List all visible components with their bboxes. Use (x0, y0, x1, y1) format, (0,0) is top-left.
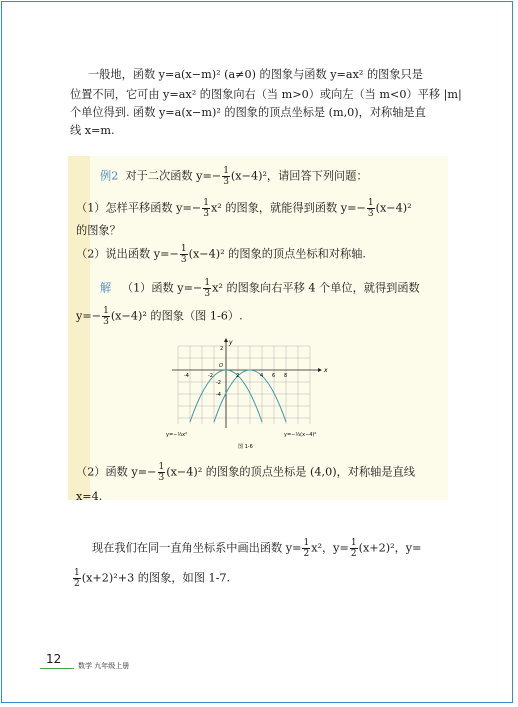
fraction (102, 306, 110, 327)
fraction (202, 198, 210, 219)
frac-num: 1 (350, 538, 357, 548)
figure-1-6 (166, 338, 352, 458)
frac-num: 1 (367, 198, 374, 208)
frac-num: 1 (223, 166, 229, 176)
question-1-end: 的图象？ (76, 224, 121, 237)
intro-line-1: 一般地，函数 y=a(x−m)² (a≠0) 的图象与函数 y=ax² 的图象只是 (88, 68, 423, 81)
x-tick: 4 (260, 373, 264, 379)
fraction (302, 538, 310, 559)
x-tick: 2 (236, 373, 240, 379)
answer-2-end: x=4. (76, 490, 103, 503)
fraction (73, 568, 81, 589)
closing-line-1 (92, 538, 422, 559)
footer-line (40, 668, 74, 669)
x-tick: -4 (184, 373, 189, 379)
right-curve-label: y=−⅓(x−4)² (284, 432, 317, 438)
fraction (367, 198, 375, 219)
left-curve-label: y=−⅓x² (166, 432, 188, 438)
frac-den: 3 (203, 209, 209, 219)
example-prompt-a: 对于二次函数 y=− (125, 169, 222, 183)
frac-den: 3 (103, 317, 109, 327)
closing-b: x²，y= (311, 541, 349, 555)
frac-den: 3 (204, 289, 211, 299)
example-prompt-b: (x−4)²，请回答下列问题： (230, 169, 368, 183)
sol1-a: （1）函数 y=− (121, 281, 203, 295)
frac-den: 2 (350, 549, 357, 559)
frac-den: 3 (158, 473, 165, 483)
frac-den: 2 (303, 549, 310, 559)
sol1-d: (x−4)² 的图象（图 1-6）. (110, 309, 243, 323)
frac-den: 3 (180, 255, 187, 265)
y-axis-label: y (229, 339, 233, 346)
x-tick: 8 (284, 373, 288, 379)
fraction (222, 166, 230, 187)
q1-c: (x−4)² (375, 201, 412, 215)
frac-num: 1 (203, 198, 209, 208)
sol1-c: y=− (76, 309, 102, 323)
y-tick: 2 (220, 346, 224, 352)
frac-num: 1 (204, 278, 211, 288)
fraction (180, 244, 188, 265)
frac-num: 1 (103, 306, 109, 316)
fraction (158, 462, 166, 483)
frac-num: 1 (180, 244, 187, 254)
solution-1 (100, 278, 420, 299)
q1-a: （1）怎样平移函数 y=− (76, 201, 202, 215)
y-tick: -2 (216, 380, 221, 386)
x-axis-label: x (324, 367, 328, 374)
frac-num: 1 (303, 538, 310, 548)
origin-label: O (219, 363, 223, 369)
closing-a: 现在我们在同一直角坐标系中画出函数 y= (92, 541, 302, 555)
frac-den: 3 (223, 177, 229, 187)
y-tick: -4 (216, 392, 221, 398)
q2-a: （2）说出函数 y=− (76, 247, 179, 261)
figure-caption: 图 1-6 (238, 444, 253, 450)
page-number: 12 (46, 652, 62, 666)
answer-2 (76, 462, 415, 483)
x-arrow-icon (318, 368, 322, 372)
ans2-a: （2）函数 y=− (76, 465, 157, 479)
solution-1-cont (76, 306, 243, 327)
solution-label: 解 (100, 281, 112, 295)
example-prompt (100, 166, 368, 187)
intro-line-4: 线 x=m. (70, 124, 115, 137)
q2-b: (x−4)² 的图象的顶点坐标和对称轴. (188, 247, 366, 261)
example-label: 例2 (100, 169, 119, 183)
fraction (203, 278, 211, 299)
frac-den: 2 (74, 579, 80, 589)
closing-d: (x+2)²+3 的图象，如图 1-7. (81, 571, 231, 585)
frac-num: 1 (74, 568, 80, 578)
closing-c: (x+2)²，y= (358, 541, 422, 555)
question-2 (76, 244, 366, 265)
graph-svg (166, 338, 352, 454)
ans2-b: (x−4)² 的图象的顶点坐标是 (4,0)，对称轴是直线 (166, 465, 415, 479)
closing-line-2 (72, 568, 230, 589)
fraction (350, 538, 358, 559)
grid (178, 346, 310, 424)
y-arrow-icon (224, 338, 228, 342)
frac-den: 3 (367, 209, 374, 219)
frac-num: 1 (158, 462, 165, 472)
question-1 (76, 198, 412, 219)
book-title: 数学 九年级上册 (78, 662, 130, 670)
x-tick: -2 (208, 373, 213, 379)
sol1-b: x² 的图象向右平移 4 个单位，就得到函数 (212, 281, 420, 295)
q1-b: x² 的图象，就能得到函数 y=− (210, 201, 366, 215)
intro-line-2: 位置不同，它可由 y=ax² 的图象向右（当 m>0）或向左（当 m<0）平移 |m| (70, 88, 462, 101)
intro-line-3: 个单位得到. 函数 y=a(x−m)² 的图象的顶点坐标是 (m,0)，对称轴是直 (70, 106, 426, 119)
x-tick: 6 (272, 373, 276, 379)
